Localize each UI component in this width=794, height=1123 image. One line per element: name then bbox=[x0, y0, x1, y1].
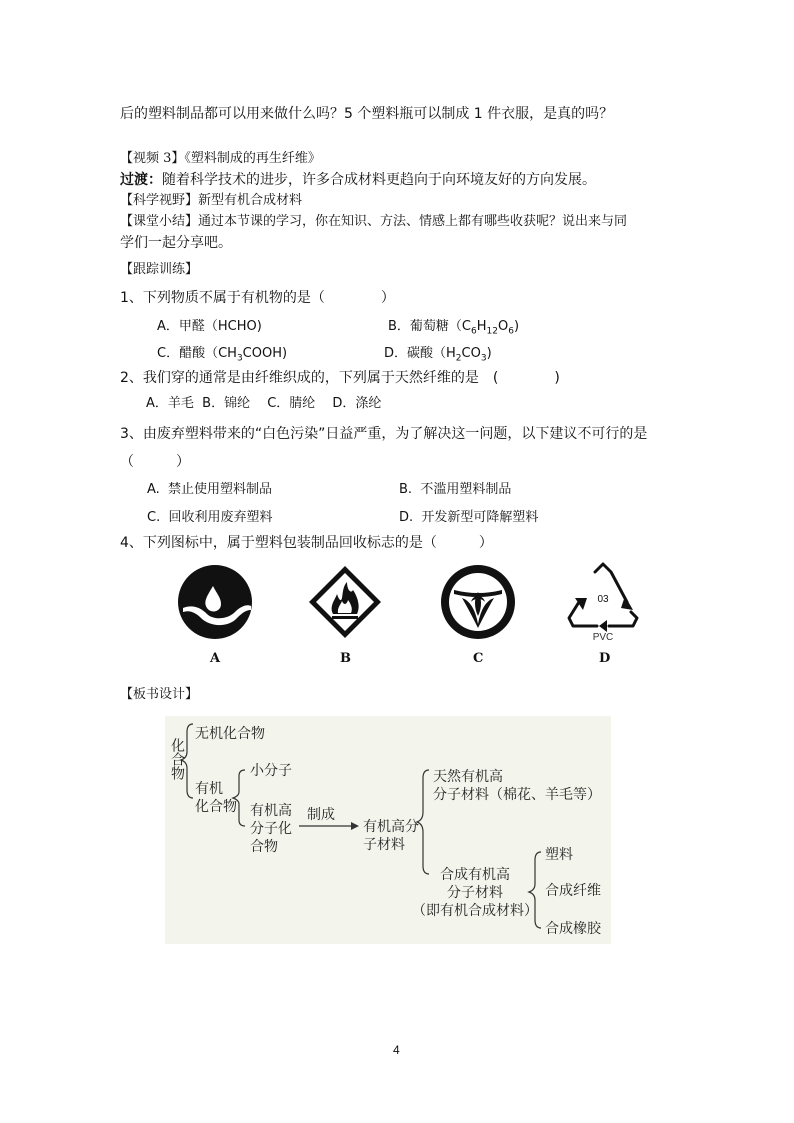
recycle-code: 03 bbox=[597, 594, 609, 605]
board-plastic: 塑料 bbox=[545, 847, 573, 863]
board-natural: 天然有机高 分子材料（棉花、羊毛等） bbox=[433, 769, 601, 803]
icon-label-d: D bbox=[599, 651, 611, 666]
q1-option-c: C．醋酸$(CH_3COOH)$ bbox=[157, 346, 288, 364]
summary-label: 【课堂小结】 bbox=[120, 214, 199, 229]
recycle-caption: PVC bbox=[592, 632, 614, 643]
green-food-circle-icon bbox=[440, 564, 516, 640]
science-view-text: 新型有机合成材料 bbox=[198, 193, 303, 208]
summary-text-1: 通过本节课的学习，你在知识、方法、情感上都有哪些收获呢？说出来与同 bbox=[198, 214, 628, 229]
practice-heading: 【跟踪训练】 bbox=[120, 262, 199, 277]
q3-option-b: B. 不滥用塑料制品 bbox=[399, 482, 512, 497]
video-title: 《塑料制成的再生纤维》 bbox=[184, 151, 321, 166]
summary-line-1 bbox=[120, 212, 627, 232]
video-line bbox=[120, 149, 321, 169]
board-root: 化合物 bbox=[169, 738, 185, 780]
q3-stem: 3、由废弃塑料带来的“白色污染”日益严重，为了解决这一问题，以下建议不可行的是 bbox=[120, 426, 648, 442]
board-design bbox=[165, 716, 611, 944]
board-small-molecule: 小分子 bbox=[250, 763, 292, 779]
q1-option-b: B．葡萄糖$(C_6H_{12}O_6)$ bbox=[388, 319, 520, 337]
q3-option-a: A. 禁止使用塑料制品 bbox=[147, 482, 273, 497]
summary-line-2: 学们一起分享吧。 bbox=[120, 235, 232, 251]
q3-paren: （ ） bbox=[120, 454, 190, 470]
board-synthetic-rubber: 合成橡胶 bbox=[545, 921, 601, 937]
board-organic: 有机 化合物 bbox=[195, 781, 237, 815]
board-polymer-compound: 有机高 分子化 合物 bbox=[250, 803, 292, 855]
transition-text: 随着科学技术的进步，许多合成材料更趋向于向环境友好的方向发展。 bbox=[162, 172, 596, 188]
flammable-diamond-icon bbox=[307, 564, 383, 640]
q2-options: A．羊毛 B．锦纶 C．腈纶 D．涤纶 bbox=[146, 396, 382, 411]
q4-stem: 4、下列图标中，属于塑料包装制品回收标志的是（ ） bbox=[120, 535, 493, 551]
intro-line: 后的塑料制品都可以用来做什么吗？5 个塑料瓶可以制成 1 件衣服，是真的吗？ bbox=[120, 106, 614, 122]
transition-line bbox=[120, 170, 596, 190]
board-heading: 【板书设计】 bbox=[120, 687, 199, 702]
board-synthetic: 合成有机高 分子材料 （即有机合成材料） bbox=[412, 867, 538, 919]
q3-option-d: D. 开发新型可降解塑料 bbox=[399, 510, 539, 525]
science-view-label: 【科学视野】 bbox=[120, 193, 199, 208]
page-number: 4 bbox=[393, 1043, 400, 1057]
icon-label-a: A bbox=[210, 651, 221, 666]
q3-option-c: C. 回收利用废弃塑料 bbox=[147, 510, 273, 525]
water-drop-circle-icon bbox=[177, 564, 253, 640]
transition-label: 过渡： bbox=[120, 172, 162, 188]
icon-label-b: B bbox=[340, 651, 351, 666]
video-label: 【视频 3】 bbox=[120, 151, 185, 166]
recycle-triangle-icon bbox=[565, 562, 641, 644]
board-arrow-label: 制成 bbox=[307, 807, 335, 823]
q1-option-d: D．碳酸$(H_2CO_3)$ bbox=[384, 346, 492, 364]
icon-label-c: C bbox=[473, 651, 484, 666]
board-organic-material: 有机高分 子材料 bbox=[363, 819, 419, 853]
q1-stem: 1、下列物质不属于有机物的是（ ） bbox=[120, 290, 395, 306]
science-view-line bbox=[120, 191, 302, 211]
q1-option-a: A．甲醛（HCHO) bbox=[157, 319, 262, 334]
board-inorganic: 无机化合物 bbox=[195, 726, 265, 742]
q2-stem: 2、我们穿的通常是由纤维织成的，下列属于天然纤维的是 ( ) bbox=[120, 370, 560, 386]
board-synthetic-fiber: 合成纤维 bbox=[545, 883, 601, 899]
